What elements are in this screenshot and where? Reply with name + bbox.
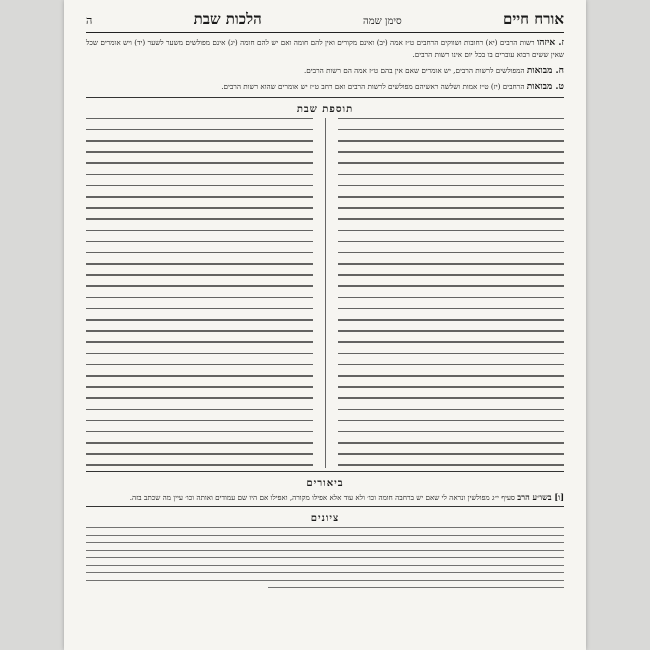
text-line bbox=[86, 140, 313, 142]
paragraph-lead: ז. איזהו bbox=[536, 38, 564, 48]
text-line bbox=[86, 375, 313, 377]
text-line bbox=[338, 442, 565, 444]
text-line bbox=[338, 285, 565, 287]
text-line bbox=[86, 263, 313, 265]
header-left-title: הלכות שבת bbox=[193, 10, 262, 28]
text-line bbox=[86, 196, 313, 198]
text-line bbox=[86, 442, 313, 444]
text-line bbox=[338, 162, 565, 164]
text-line bbox=[86, 420, 313, 422]
text-line bbox=[338, 319, 565, 321]
text-line bbox=[338, 174, 565, 176]
text-line bbox=[86, 308, 313, 310]
text-line bbox=[338, 151, 565, 153]
text-line bbox=[338, 364, 565, 366]
text-line bbox=[86, 557, 564, 558]
text-line bbox=[86, 431, 313, 433]
text-line bbox=[338, 409, 565, 411]
paragraph-9 bbox=[86, 81, 564, 93]
text-line bbox=[86, 274, 313, 276]
text-line bbox=[86, 580, 564, 581]
text-line bbox=[338, 129, 565, 131]
text-line bbox=[86, 330, 313, 332]
text-line bbox=[86, 550, 564, 551]
text-line bbox=[86, 207, 313, 209]
text-line bbox=[86, 241, 313, 243]
text-line bbox=[86, 129, 313, 131]
text-line bbox=[86, 341, 313, 343]
text-line bbox=[338, 386, 565, 388]
text-line bbox=[86, 252, 313, 254]
text-line bbox=[338, 397, 565, 399]
text-line bbox=[338, 185, 565, 187]
text-line bbox=[86, 230, 313, 232]
text-line bbox=[86, 453, 313, 455]
text-line bbox=[86, 464, 313, 466]
biurim-lead: [ו] בשו״ע הרב bbox=[517, 491, 564, 502]
column-divider bbox=[325, 118, 326, 468]
section-title-biurim: ביאורים bbox=[306, 477, 344, 489]
section-divider bbox=[86, 97, 564, 98]
text-line bbox=[86, 542, 564, 543]
commentary-column-right bbox=[338, 118, 565, 468]
text-line bbox=[86, 174, 313, 176]
text-line bbox=[86, 572, 564, 573]
header-siman: סימן שמה bbox=[362, 16, 402, 27]
text-line bbox=[338, 241, 565, 243]
text-line bbox=[338, 308, 565, 310]
ziyunim-block bbox=[86, 527, 564, 588]
paragraph-text: המפולשים לרשות הרבים, יש אומרים שאם אין בהם ט״ז אמה הם רשות הרבים. bbox=[304, 65, 525, 75]
text-line bbox=[338, 252, 565, 254]
text-line bbox=[86, 151, 313, 153]
text-lines bbox=[86, 118, 313, 468]
text-line bbox=[338, 196, 565, 198]
text-line bbox=[338, 230, 565, 232]
text-line bbox=[86, 565, 564, 566]
text-line bbox=[86, 353, 313, 355]
text-line bbox=[338, 140, 565, 142]
text-line bbox=[338, 453, 565, 455]
header-page-letter: ה bbox=[86, 14, 93, 27]
text-line bbox=[86, 162, 313, 164]
text-line bbox=[338, 375, 565, 377]
header-right-title: אורח חיים bbox=[502, 10, 564, 28]
page-header bbox=[86, 10, 564, 33]
text-line bbox=[86, 218, 313, 220]
text-line bbox=[338, 274, 565, 276]
text-line bbox=[338, 207, 565, 209]
text-line bbox=[86, 285, 313, 287]
section-divider bbox=[86, 471, 564, 472]
text-line bbox=[338, 431, 565, 433]
paragraph-lead: ח. מבואות bbox=[526, 65, 564, 76]
text-line bbox=[338, 353, 565, 355]
document-page bbox=[64, 0, 586, 650]
text-line bbox=[86, 118, 313, 120]
text-line bbox=[338, 464, 565, 466]
paragraph-8 bbox=[86, 65, 564, 77]
biurim-text: סעיף י״ג מפולשין ונראה לי שאם יש ברחבה חומה וכו׳ ולא עוד אלא אפילו מקורה, ואפילו אם היו שם עמודים ואותה וכו׳ עיין מה שכתב בזה. bbox=[129, 492, 515, 502]
text-line bbox=[86, 409, 313, 411]
text-line bbox=[86, 535, 564, 536]
section-title-tosefet: תוספת שבת bbox=[296, 103, 354, 115]
text-line bbox=[268, 587, 564, 588]
text-line bbox=[338, 118, 565, 120]
text-line bbox=[86, 297, 313, 299]
text-line bbox=[86, 319, 313, 321]
commentary-column-left bbox=[86, 118, 313, 468]
commentary-columns bbox=[86, 118, 564, 468]
text-line bbox=[338, 341, 565, 343]
text-line bbox=[338, 218, 565, 220]
text-line bbox=[86, 397, 313, 399]
paragraph-text: רשות הרבים (יא) רחובות ושווקים הרחבים ט״ז אמה (יב) ואינם מקורים ואין להם חומה ואם יש להם חומה (יג) אינם מפולשים משער לשער (יד) ויש אומרים שכל שאין ששים רבוא עוברים בו בכל יום אינו רשות הרבים. bbox=[86, 38, 564, 60]
text-line bbox=[338, 297, 565, 299]
paragraph-lead: ט. מבואות bbox=[526, 82, 564, 93]
text-lines bbox=[338, 118, 565, 468]
text-line bbox=[86, 364, 313, 366]
text-line bbox=[86, 386, 313, 388]
paragraph-7 bbox=[86, 37, 564, 61]
paragraph-text: הרחבים (יז) ט״ז אמות ושלשה ראשיהם מפולשים לרשות הרבים ואם רחב ט״ז יש אומרים שהוא רשות הרבים. bbox=[221, 82, 525, 92]
section-divider bbox=[86, 506, 564, 507]
biurim-block bbox=[86, 492, 564, 504]
text-line bbox=[338, 263, 565, 265]
text-line bbox=[338, 330, 565, 332]
text-line bbox=[86, 527, 564, 528]
text-line bbox=[86, 185, 313, 187]
section-title-ziyunim: ציונים bbox=[310, 513, 340, 525]
text-line bbox=[338, 420, 565, 422]
